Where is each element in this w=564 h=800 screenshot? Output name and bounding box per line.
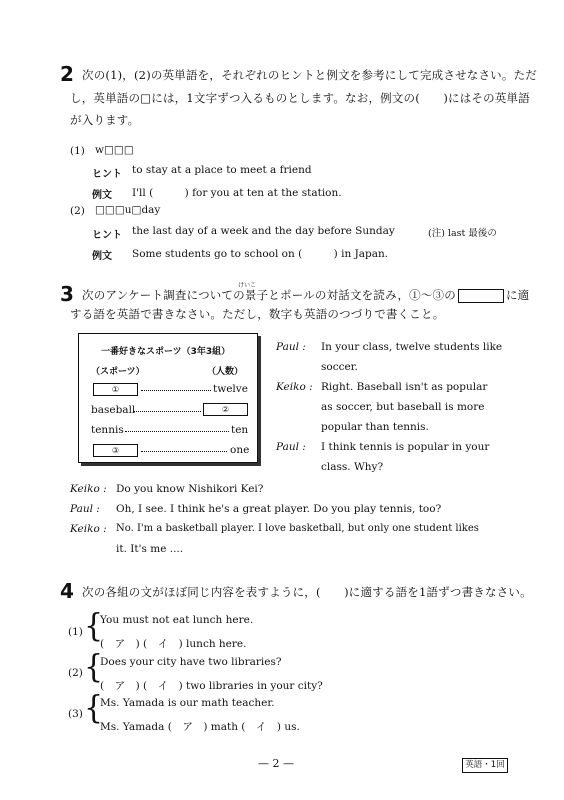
q4-item3-sentence-a: Ms. Yamada is our math teacher. xyxy=(100,697,275,709)
dialogue-line: it. It's me .... xyxy=(116,543,184,555)
q2-item2-example-label: 例文 xyxy=(92,251,112,262)
dialogue-speaker: Keiko : xyxy=(70,523,107,535)
survey-col-sport: （スポーツ） xyxy=(91,367,145,377)
q2-item2-number: (2) xyxy=(70,205,85,217)
q2-item1-word: w□□□ xyxy=(95,144,134,156)
answer-blank-box xyxy=(458,289,504,303)
question-2-number: 2 xyxy=(60,62,74,86)
dialogue-speaker: Keiko : xyxy=(70,483,107,495)
survey-row4-sport-blank: ③ xyxy=(93,444,138,457)
q4-item3-sentence-b: Ms. Yamada ( ア ) math ( イ ) us. xyxy=(100,721,300,733)
leader-dots xyxy=(141,390,211,391)
leader-dots xyxy=(141,451,227,452)
survey-row2-count-blank: ② xyxy=(203,403,248,416)
q2-instruction-line1: 次の(1)，(2)の英単語を，それぞれのヒントと例文を参考にして完成させなさい。ただ xyxy=(82,68,537,82)
q3-instr-part3: に適 xyxy=(505,288,530,302)
survey-row3-count: ten xyxy=(231,424,249,436)
q4-instruction: 次の各組の文がほぼ同じ内容を表すように，( )に適する語を1語ずつ書きなさい。 xyxy=(82,585,532,599)
q2-item1-example: I'll ( ) for you at ten at the station. xyxy=(132,187,342,199)
survey-title: 一番好きなスポーツ（3年3組） xyxy=(101,347,231,357)
q2-item2-example: Some students go to school on ( ) in Japan. xyxy=(132,248,389,260)
q2-item1-hint-label: ヒント xyxy=(92,169,122,180)
q2-item2-hint-label: ヒント xyxy=(92,230,122,241)
q4-item1-sentence-b: ( ア ) ( イ ) lunch here. xyxy=(100,638,247,650)
survey-row4-count: one xyxy=(230,444,250,456)
q3-instruction-line1 xyxy=(82,287,529,303)
leader-dots xyxy=(133,411,201,412)
dialogue-line: Right. Baseball isn't as popular xyxy=(321,381,488,393)
q2-item2-note: (注) last 最後の xyxy=(428,228,497,239)
dialogue-line: Oh, I see. I think he's a great player. Do you play tennis, too? xyxy=(116,503,442,515)
q2-instruction-line3: が入ります。 xyxy=(70,113,140,127)
q2-item1-hint: to stay at a place to meet a friend xyxy=(132,164,312,176)
brace-icon: { xyxy=(84,608,104,645)
dialogue-line: soccer. xyxy=(321,361,358,373)
dialogue-line: as soccer, but baseball is more xyxy=(321,401,485,413)
dialogue-line: In your class, twelve students like xyxy=(321,341,503,353)
q4-item2-number: (2) xyxy=(68,667,83,679)
dialogue-line: Do you know Nishikori Kei? xyxy=(116,483,264,495)
q4-item2-sentence-b: ( ア ) ( イ ) two libraries in your city? xyxy=(100,680,323,692)
q3-instr-part2: とポールの対話文を読み，①～③の xyxy=(268,288,456,302)
question-4-number: 4 xyxy=(60,579,74,603)
survey-row2-sport: baseball xyxy=(91,404,136,416)
q4-item2-sentence-a: Does your city have two libraries? xyxy=(100,656,282,668)
q2-item2-word: □□□u□day xyxy=(95,204,161,216)
survey-table xyxy=(78,333,258,463)
q2-item2-hint: the last day of a week and the day before Sunday xyxy=(132,225,395,237)
brace-icon: { xyxy=(84,649,104,686)
page-number: — 2 — xyxy=(258,757,294,770)
dialogue-line: popular than tennis. xyxy=(321,421,429,433)
brace-icon: { xyxy=(84,690,104,727)
q3-instr-part1: 次のアンケート調査についての xyxy=(82,288,245,302)
dialogue-speaker: Paul : xyxy=(70,503,100,515)
dialogue-line: I think tennis is popular in your xyxy=(321,441,490,453)
q2-item1-example-label: 例文 xyxy=(92,190,112,201)
q4-item1-sentence-a: You must not eat lunch here. xyxy=(100,614,254,626)
survey-col-count: （人数） xyxy=(207,367,244,377)
q4-item1-number: (1) xyxy=(68,626,83,638)
dialogue-line: class. Why? xyxy=(321,461,384,473)
q3-ruby: けいこ xyxy=(238,282,257,289)
question-3-number: 3 xyxy=(60,282,74,306)
q2-item1-number: (1) xyxy=(70,145,85,157)
survey-row3-sport: tennis xyxy=(91,424,124,436)
subject-tag: 英語・1回 xyxy=(462,758,508,773)
q2-instruction-line2: し，英単語の□には，1文字ずつ入るものとします。なお，例文の( )にはその英単語 xyxy=(70,91,530,105)
leader-dots xyxy=(125,431,229,432)
survey-row1-sport-blank: ① xyxy=(93,383,138,396)
dialogue-speaker: Keiko : xyxy=(276,381,313,393)
dialogue-line: No. I'm a basketball player. I love basketball, but only one student likes xyxy=(116,523,479,534)
dialogue-speaker: Paul : xyxy=(276,341,306,353)
q3-instr-keiko: 景子 xyxy=(244,288,269,302)
q4-item3-number: (3) xyxy=(68,708,83,720)
dialogue-speaker: Paul : xyxy=(276,441,306,453)
survey-row1-count: twelve xyxy=(213,383,248,395)
q3-instruction-line2: する語を英語で書きなさい。ただし，数字も英語のつづりで書くこと。 xyxy=(70,307,445,321)
